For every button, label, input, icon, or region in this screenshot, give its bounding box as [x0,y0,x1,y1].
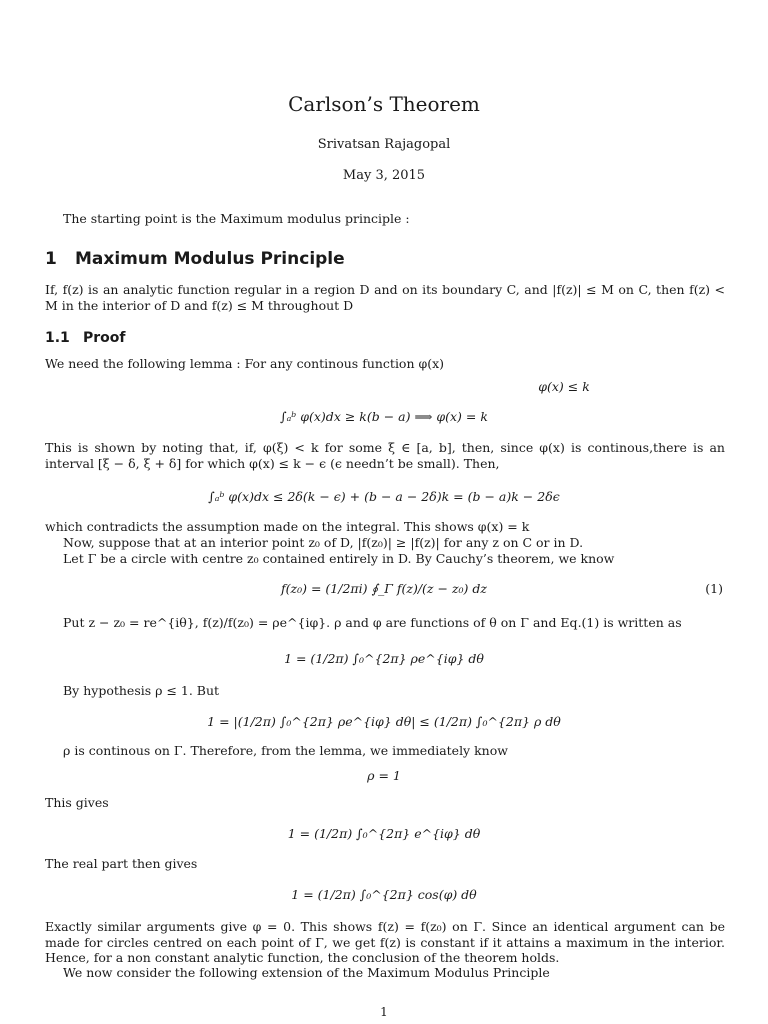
paper-author: Srivatsan Rajagopal [317,137,451,152]
page-number: 1 [380,1005,388,1019]
subsection-number: 1.1 [45,330,70,346]
paper-date: May 3, 2015 [342,168,426,183]
equation-exp: 1 = (1/2π) ∫₀^{2π} e^{iφ} dθ [287,826,481,841]
subsection-title: Proof [83,330,126,346]
equation-rho-one: ρ = 1 [367,768,401,783]
rho-continuous-text: ρ is continous on Γ. Therefore, from the lemma, we immediately know [63,743,508,758]
hypothesis-text: By hypothesis ρ ≤ 1. But [63,683,220,698]
equation-bound: ∫ₐᵇ φ(x)dx ≤ 2δ(k − ϵ) + (b − a − 2δ)k = (b − a)k − 2δϵ [208,489,560,504]
conclusion-paragraph: Exactly similar arguments give φ = 0. This shows f(z) = f(z₀) on Γ. Since an identical argument can be made for circles centred on each point of Γ, we get f(z) is constant if it attains a maximum in the interior. Hence, for a non constant analytic function, the conclusion of the theorem holds. [45,919,725,965]
now-suppose-text: Now, suppose that at an interior point z₀ of D, |f(z₀)| ≥ |f(z)| for any z on C or in D. [63,535,584,550]
equation-lemma: ∫ₐᵇ φ(x)dx ≥ k(b − a) ⟹ φ(x) = k [280,409,488,424]
theorem-statement: If, f(z) is an analytic function regular in a region D and on its boundary C, and |f(z)| ≤ M on C, then f(z) < M in the interior of D and f(z) ≤ M throughout D [45,282,725,313]
section-title: Maximum Modulus Principle [75,249,345,269]
section-heading [45,249,345,269]
section-number: 1 [45,249,57,269]
equation-lemma-condition: φ(x) ≤ k [538,379,590,394]
equation-cauchy: f(z₀) = (1/2πi) ∮_Γ f(z)/(z − z₀) dz [281,581,487,596]
intro-text: The starting point is the Maximum modulus principle : [63,211,410,226]
equation-number: (1) [705,581,723,596]
contradiction-text: which contradicts the assumption made on the integral. This shows φ(x) = k [45,519,530,534]
equation-cos: 1 = (1/2π) ∫₀^{2π} cos(φ) dθ [291,887,477,902]
equation-rho: 1 = (1/2π) ∫₀^{2π} ρe^{iφ} dθ [284,651,484,666]
real-part-text: The real part then gives [45,856,198,871]
equation-abs: 1 = |(1/2π) ∫₀^{2π} ρe^{iφ} dθ| ≤ (1/2π) ∫₀^{2π} ρ dθ [207,714,561,729]
substitution-text: Put z − z₀ = re^{iθ}, f(z)/f(z₀) = ρe^{iφ}. ρ and φ are functions of θ on Γ and Eq.(1) is written as [63,615,682,630]
extension-text: We now consider the following extension of the Maximum Modulus Principle [63,965,550,980]
lemma-intro: We need the following lemma : For any continous function φ(x) [45,356,445,371]
paper-title: Carlson’s Theorem [288,92,480,116]
subsection-heading [45,330,126,346]
shown-by-paragraph: This is shown by noting that, if, φ(ξ) < k for some ξ ∈ [a, b], then, since φ(x) is continous,there is an interval [ξ − δ, ξ + δ] for which φ(x) ≤ k − ϵ (ϵ needn’t be small). Then, [45,440,725,471]
let-gamma-text: Let Γ be a circle with centre z₀ contained entirely in D. By Cauchy’s theorem, we know [63,551,615,566]
this-gives-text: This gives [45,795,109,810]
